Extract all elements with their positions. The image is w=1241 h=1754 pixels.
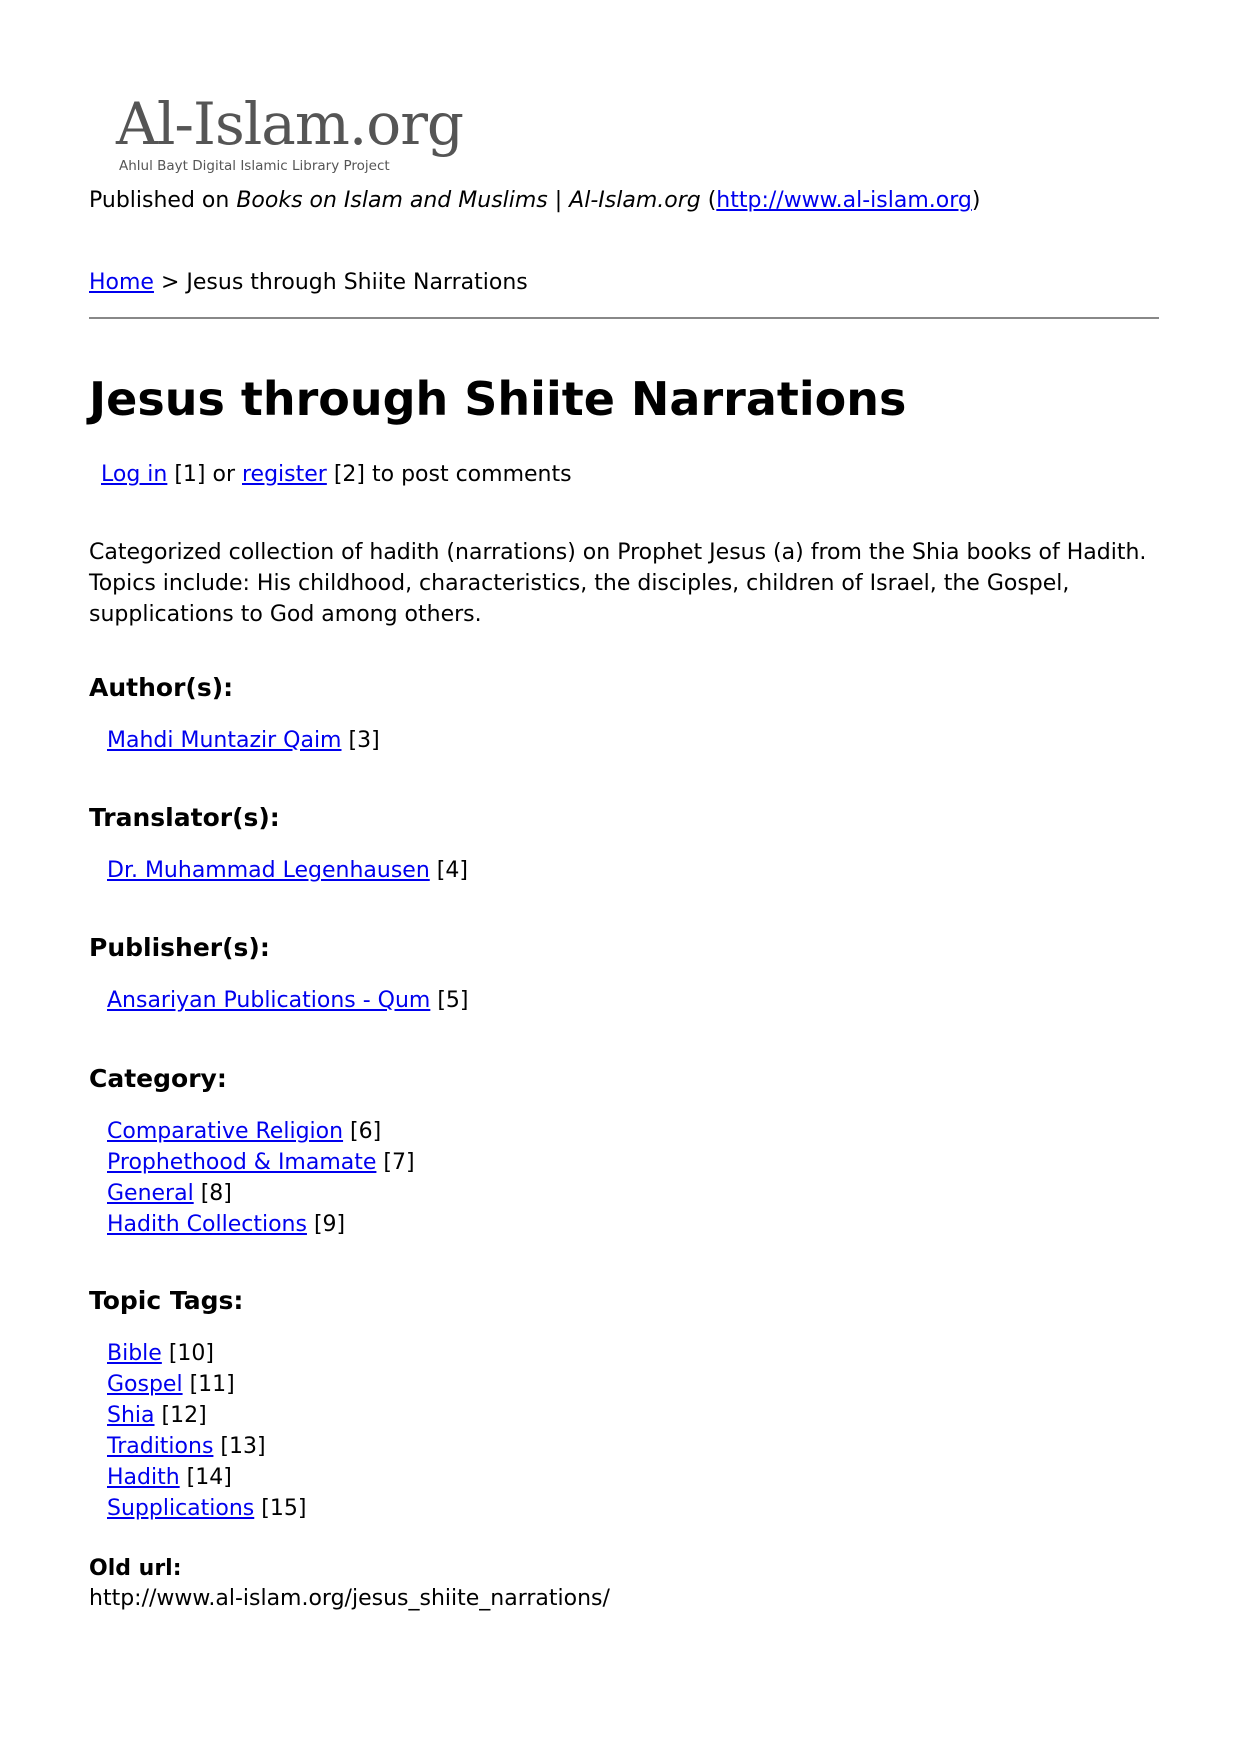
old-url-label: Old url: xyxy=(89,1556,182,1581)
published-on xyxy=(89,188,980,213)
topic-tags-heading: Topic Tags: xyxy=(89,1286,244,1315)
ref-number: [4] xyxy=(429,858,468,883)
register-link[interactable]: register xyxy=(242,462,327,487)
breadcrumb xyxy=(89,270,528,295)
category-link[interactable]: Prophethood & Imamate xyxy=(107,1150,377,1175)
tag-link[interactable]: Bible xyxy=(107,1341,162,1366)
publishers-list xyxy=(107,985,469,1016)
list-item xyxy=(107,1400,306,1431)
publisher-link[interactable]: Ansariyan Publications - Qum xyxy=(107,988,431,1013)
translators-heading: Translator(s): xyxy=(89,803,280,832)
ref-number: [10] xyxy=(161,1341,214,1366)
ref-number: [11] xyxy=(182,1372,235,1397)
category-link[interactable]: Comparative Religion xyxy=(107,1119,344,1144)
list-item xyxy=(107,1338,306,1369)
page-title: Jesus through Shiite Narrations xyxy=(89,372,907,426)
list-item xyxy=(107,985,469,1016)
published-prefix: Published on xyxy=(89,188,237,213)
authors-heading: Author(s): xyxy=(89,673,234,702)
old-url-value: http://www.al-islam.org/jesus_shiite_narrations/ xyxy=(89,1586,610,1611)
book-description: Categorized collection of hadith (narrations) on Prophet Jesus (a) from the Shia books of Hadith. Topics include: His childhood, characteristics, the disciples, children of Israel, the Gospel, supplications to God among others. xyxy=(89,540,1147,627)
category-list xyxy=(107,1116,415,1240)
list-item xyxy=(107,1209,415,1240)
list-item xyxy=(107,1116,415,1147)
list-item xyxy=(107,1147,415,1178)
list-item xyxy=(107,1178,415,1209)
author-link[interactable]: Mahdi Muntazir Qaim xyxy=(107,728,342,753)
translator-link[interactable]: Dr. Muhammad Legenhausen xyxy=(107,858,430,883)
header-divider xyxy=(89,317,1159,319)
tag-link[interactable]: Gospel xyxy=(107,1372,183,1397)
ref-number: [14] xyxy=(179,1465,232,1490)
list-item xyxy=(107,725,380,756)
tag-link[interactable]: Shia xyxy=(107,1403,155,1428)
ref-number: [12] xyxy=(154,1403,207,1428)
ref-number: [9] xyxy=(306,1212,346,1237)
category-link[interactable]: General xyxy=(107,1181,194,1206)
list-item xyxy=(107,1462,306,1493)
ref-number: [8] xyxy=(193,1181,232,1206)
ref-number: [15] xyxy=(254,1496,307,1521)
tag-link[interactable]: Traditions xyxy=(107,1434,214,1459)
breadcrumb-current: Jesus through Shiite Narrations xyxy=(186,270,528,295)
logo-tagline: Ahlul Bayt Digital Islamic Library Project xyxy=(119,158,390,174)
category-link[interactable]: Hadith Collections xyxy=(107,1212,307,1237)
list-item xyxy=(107,1493,306,1524)
breadcrumb-home-link[interactable]: Home xyxy=(89,270,154,295)
logo-wordmark: Al-Islam.org xyxy=(116,90,464,158)
topic-tags-list xyxy=(107,1338,306,1524)
ref-number: [5] xyxy=(430,988,469,1013)
login-ref: [1] or xyxy=(167,462,242,487)
ref-number: [6] xyxy=(343,1119,382,1144)
breadcrumb-separator: > xyxy=(153,270,187,295)
tag-link[interactable]: Hadith xyxy=(107,1465,180,1490)
login-link[interactable]: Log in xyxy=(101,462,168,487)
register-ref: [2] to post comments xyxy=(326,462,572,487)
authors-list xyxy=(107,725,380,756)
published-open-paren: ( xyxy=(700,188,717,213)
list-item xyxy=(107,1369,306,1400)
published-site-name: Books on Islam and Muslims | Al-Islam.org xyxy=(236,188,701,213)
publishers-heading: Publisher(s): xyxy=(89,933,270,962)
ref-number: [13] xyxy=(213,1434,266,1459)
translators-list xyxy=(107,855,468,886)
published-close-paren: ) xyxy=(971,188,981,213)
ref-number: [3] xyxy=(341,728,380,753)
comment-login-prompt xyxy=(101,462,572,487)
category-heading: Category: xyxy=(89,1064,227,1093)
published-site-link[interactable]: http://www.al-islam.org xyxy=(716,188,972,213)
ref-number: [7] xyxy=(376,1150,415,1175)
list-item xyxy=(107,855,468,886)
site-logo[interactable] xyxy=(116,90,496,180)
tag-link[interactable]: Supplications xyxy=(107,1496,255,1521)
list-item xyxy=(107,1431,306,1462)
